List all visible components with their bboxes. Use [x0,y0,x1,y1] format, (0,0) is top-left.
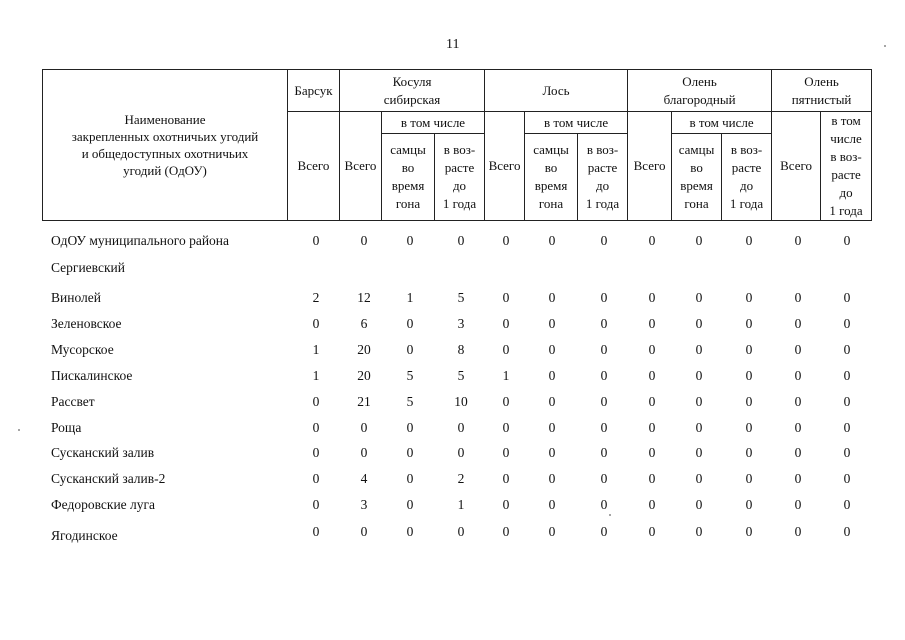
cell-value: 0 [600,233,608,248]
row-name: Роща [51,420,82,435]
cell-value: 0 [600,471,608,486]
table-row [0,420,905,442]
cell-value: 0 [794,316,802,331]
table-row [0,524,905,546]
scan-speck [884,45,886,47]
cell-value: 0 [745,316,753,331]
cell-value: 0 [312,471,320,486]
cell-value: 0 [548,394,556,409]
row-name: Федоровские луга [51,497,156,512]
cell-value: 0 [843,233,851,248]
cell-value: 0 [548,233,556,248]
cell-value: 0 [794,368,802,383]
table-row [0,290,905,312]
cell-value: 2 [312,290,320,305]
cell-value: 0 [745,368,753,383]
header-badger-total: Всего [288,112,340,221]
cell-value: 0 [745,445,753,460]
cell-value: 1 [312,368,320,383]
row-name: Винолей [51,290,101,305]
row-name: Мусорское [51,342,114,357]
cell-value: 0 [548,497,556,512]
header-moose-males: самцы во время гона [525,134,578,221]
cell-value: 0 [648,471,656,486]
cell-value: 0 [695,497,703,512]
cell-value: 0 [695,524,703,539]
cell-value: 0 [794,471,802,486]
cell-value: 0 [843,497,851,512]
cell-value: 0 [502,316,510,331]
cell-value: 0 [457,524,465,539]
cell-value: 0 [794,524,802,539]
header-red-age: в воз- расте до 1 года [722,134,772,221]
header-roe-total: Всего [340,112,382,221]
cell-value: 0 [360,445,368,460]
cell-value: 0 [648,420,656,435]
cell-value: 0 [457,420,465,435]
cell-value: 0 [648,524,656,539]
row-name: Рассвет [51,394,95,409]
cell-value: 0 [406,316,414,331]
cell-value: 0 [312,445,320,460]
cell-value: 0 [695,445,703,460]
cell-value: 0 [648,394,656,409]
table-row [0,497,905,519]
cell-value: 0 [406,497,414,512]
row-name: Пискалинское [51,368,133,383]
cell-value: 0 [406,342,414,357]
cell-value: 0 [502,497,510,512]
cell-value: 0 [502,233,510,248]
cell-value: 0 [794,290,802,305]
row-name: Зеленовское [51,316,122,331]
cell-value: 0 [695,394,703,409]
cell-value: 0 [745,394,753,409]
cell-value: 0 [360,524,368,539]
header-sika-deer: Олень пятнистый [772,70,872,112]
cell-value: 0 [548,342,556,357]
cell-value: 0 [600,524,608,539]
cell-value: 0 [312,316,320,331]
cell-value: 4 [360,471,368,486]
cell-value: 0 [843,524,851,539]
table-row [0,471,905,493]
cell-value: 0 [745,342,753,357]
cell-value: 0 [548,471,556,486]
cell-value: 0 [502,394,510,409]
cell-value: 0 [600,420,608,435]
cell-value: 0 [312,420,320,435]
cell-value: 0 [843,316,851,331]
cell-value: 0 [794,233,802,248]
cell-value: 0 [745,290,753,305]
cell-value: 0 [502,524,510,539]
cell-value: 0 [648,233,656,248]
header-roe-deer: Косуля сибирская [340,70,485,112]
cell-value: 0 [794,420,802,435]
header-roe-males: самцы во время гона [382,134,435,221]
header-moose-including: в том числе [525,112,628,134]
cell-value: 0 [695,316,703,331]
cell-value: 0 [548,290,556,305]
cell-value: 8 [457,342,465,357]
cell-value: 0 [502,290,510,305]
cell-value: 0 [648,497,656,512]
cell-value: 0 [843,420,851,435]
cell-value: 0 [794,445,802,460]
cell-value: 2 [457,471,465,486]
cell-value: 1 [406,290,414,305]
cell-value: 0 [502,445,510,460]
header-red-deer: Олень благородный [628,70,772,112]
table-row [0,342,905,364]
header-moose-age: в воз- расте до 1 года [578,134,628,221]
row-name: Ягодинское [51,528,118,543]
row-name: Сусканский залив-2 [51,471,166,486]
cell-value: 0 [360,420,368,435]
header-red-including: в том числе [672,112,772,134]
cell-value: 0 [457,233,465,248]
row-name-continued: Сергиевский [51,260,125,275]
cell-value: 0 [548,316,556,331]
header-roe-including: в том числе [382,112,485,134]
cell-value: 0 [745,420,753,435]
cell-value: 0 [843,394,851,409]
cell-value: 0 [648,445,656,460]
cell-value: 0 [600,290,608,305]
header-moose: Лось [485,70,628,112]
cell-value: 20 [357,368,371,383]
cell-value: 0 [843,290,851,305]
cell-value: 0 [648,342,656,357]
header-sika-age: в том числе в воз- расте до 1 года [821,112,872,221]
header-red-total: Всего [628,112,672,221]
cell-value: 0 [502,342,510,357]
cell-value: 0 [695,471,703,486]
cell-value: 20 [357,342,371,357]
cell-value: 0 [406,524,414,539]
cell-value: 0 [406,233,414,248]
cell-value: 0 [745,497,753,512]
cell-value: 0 [794,497,802,512]
table-row [0,368,905,390]
cell-value: 0 [695,368,703,383]
cell-value: 0 [548,524,556,539]
row-name: Сусканский залив [51,445,155,460]
cell-value: 0 [600,368,608,383]
cell-value: 0 [312,233,320,248]
page-number: 11 [446,37,460,52]
cell-value: 0 [695,420,703,435]
cell-value: 0 [843,342,851,357]
cell-value: 1 [312,342,320,357]
cell-value: 0 [406,471,414,486]
cell-value: 21 [357,394,371,409]
cell-value: 5 [457,368,465,383]
cell-value: 0 [648,368,656,383]
cell-value: 0 [695,233,703,248]
cell-value: 0 [745,233,753,248]
table-header [42,69,871,220]
cell-value: 5 [406,394,414,409]
scan-speck [18,429,20,431]
cell-value: 3 [457,316,465,331]
cell-value: 6 [360,316,368,331]
cell-value: 0 [406,445,414,460]
cell-value: 0 [794,342,802,357]
cell-value: 0 [745,524,753,539]
table-row [0,233,905,275]
cell-value: 0 [843,471,851,486]
cell-value: 0 [600,316,608,331]
cell-value: 0 [600,445,608,460]
cell-value: 0 [794,394,802,409]
cell-value: 0 [457,445,465,460]
cell-value: 0 [648,316,656,331]
cell-value: 0 [843,368,851,383]
cell-value: 0 [502,420,510,435]
cell-value: 0 [600,394,608,409]
table-row [0,445,905,467]
cell-value: 0 [600,342,608,357]
cell-value: 0 [312,524,320,539]
cell-value: 5 [406,368,414,383]
cell-value: 0 [695,290,703,305]
table-row [0,394,905,416]
header-sika-total: Всего [772,112,821,221]
cell-value: 0 [360,233,368,248]
cell-value: 0 [695,342,703,357]
header-moose-total: Всего [485,112,525,221]
header-name-column: Наименование закрепленных охотничьих угодий и общедоступных охотничьих угодий (ОдОУ) [43,70,288,221]
cell-value: 0 [548,445,556,460]
cell-value: 3 [360,497,368,512]
cell-value: 0 [406,420,414,435]
cell-value: 1 [457,497,465,512]
header-red-males: самцы во время гона [672,134,722,221]
header-roe-age: в воз- расте до 1 года [435,134,485,221]
cell-value: 5 [457,290,465,305]
cell-value: 0 [548,420,556,435]
header-badger: Барсук [288,70,340,112]
cell-value: 0 [548,368,556,383]
row-name: ОдОУ муниципального района [51,233,230,248]
cell-value: 1 [502,368,510,383]
table-row [0,316,905,338]
scan-speck [609,514,611,516]
cell-value: 0 [312,394,320,409]
cell-value: 0 [312,497,320,512]
cell-value: 0 [502,471,510,486]
cell-value: 0 [648,290,656,305]
cell-value: 0 [745,471,753,486]
cell-value: 0 [843,445,851,460]
cell-value: 12 [357,290,371,305]
cell-value: 10 [454,394,468,409]
cell-value: 0 [600,497,608,512]
